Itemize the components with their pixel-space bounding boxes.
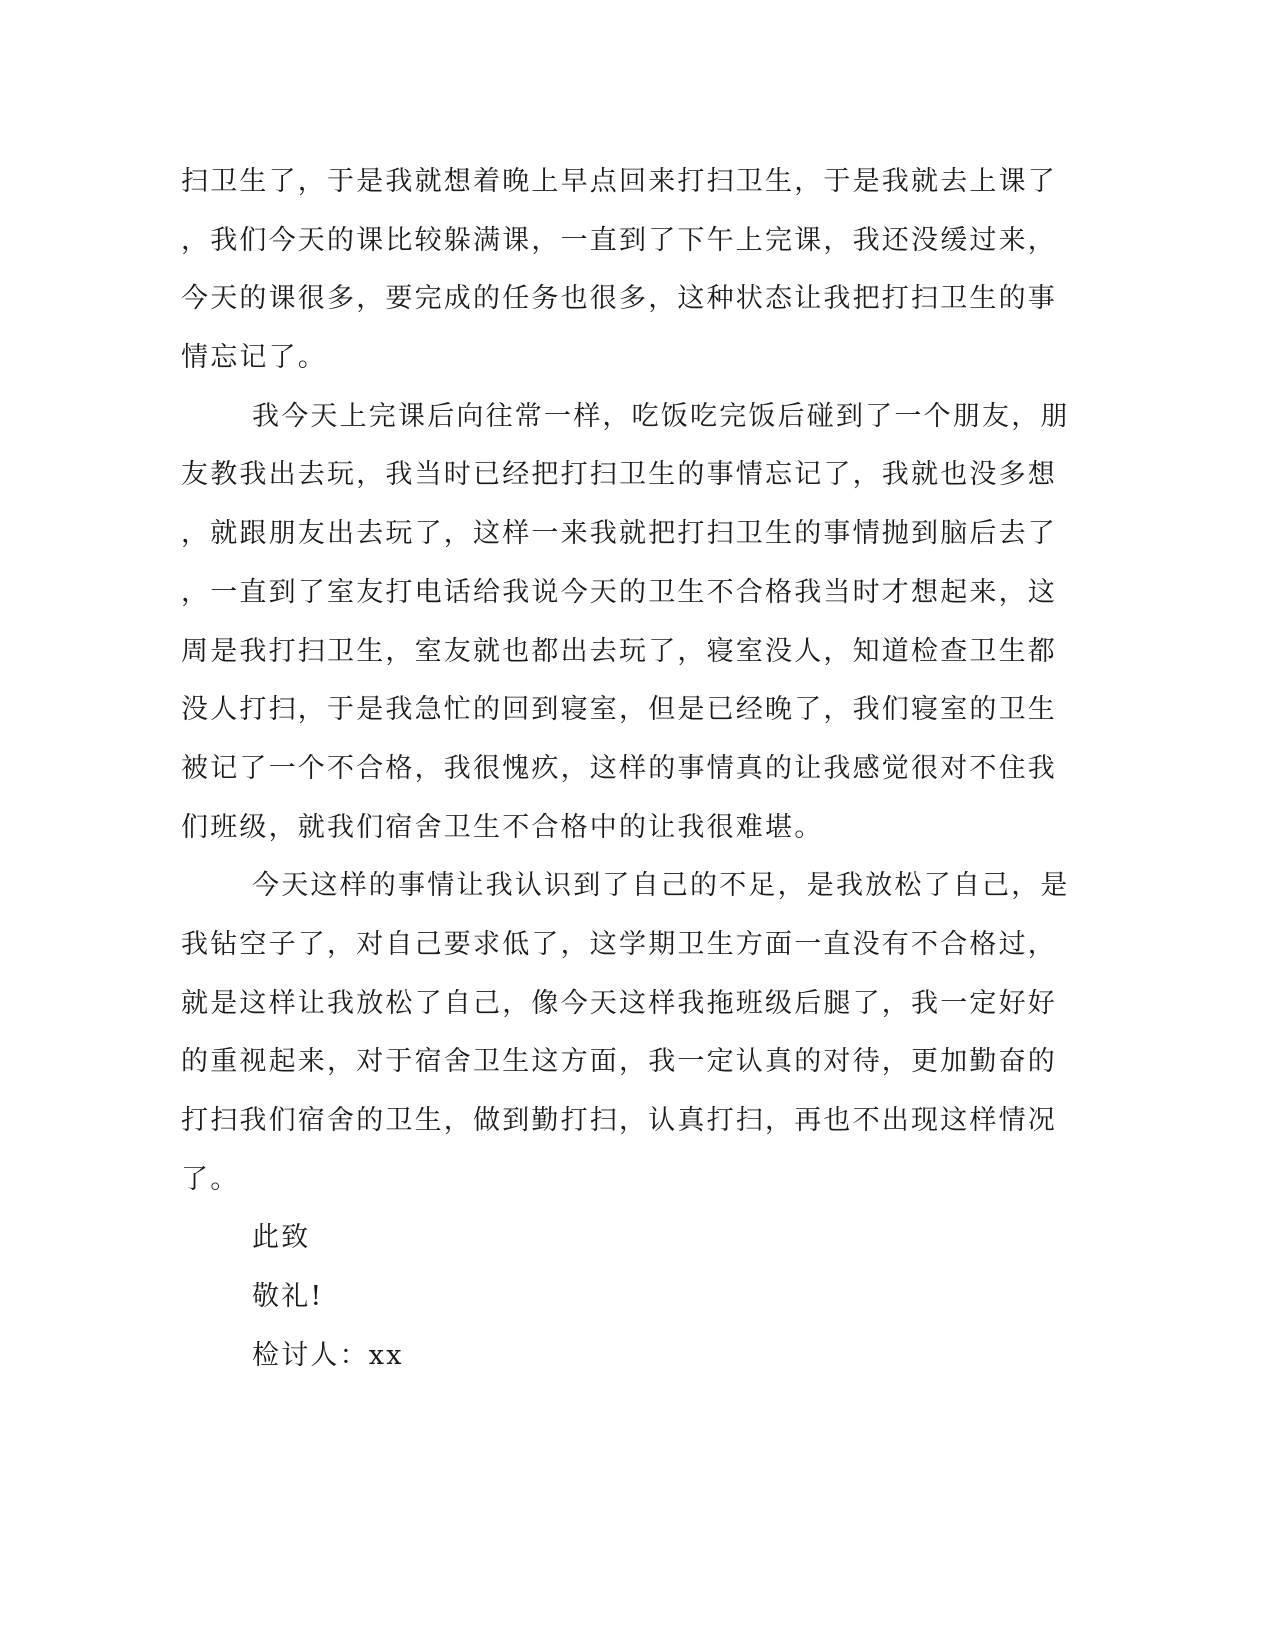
paragraph-3	[181, 866, 1070, 1218]
text-line: 扫卫生了，于是我就想着晚上早点回来打扫卫生，于是我就去上课了	[181, 166, 1057, 197]
text-line: 周是我打扫卫生，室友就也都出去玩了，寝室没人，知道检查卫生都	[181, 635, 1057, 667]
text-line: ，就跟朋友出去玩了，这样一来我就把打扫卫生的事情抛到脑后去了	[181, 518, 1057, 550]
text-line: 了。	[181, 1163, 240, 1195]
signature: 检讨人：xx	[252, 1340, 404, 1372]
text-line: 我今天上完课后向往常一样，吃饭吃完饭后碰到了一个朋友，朋	[252, 400, 1070, 432]
text-line: 今天的课很多，要完成的任务也很多，这种状态让我把打扫卫生的事	[181, 283, 1057, 315]
text-line: 们班级，就我们宿舍卫生不合格中的让我很难堪。	[181, 811, 824, 843]
letter-closing	[181, 1218, 1041, 1395]
text-line: 就是这样让我放松了自己，像今天这样我拖班级后腿了，我一定好好	[181, 987, 1057, 1019]
text-line: 友教我出去玩，我当时已经把打扫卫生的事情忘记了，我就也没多想	[181, 459, 1057, 491]
text-line: 我钻空子了，对自己要求低了，这学期卫生方面一直没有不合格过，	[181, 928, 1057, 960]
text-line: 没人打扫，于是我急忙的回到寝室，但是已经晚了，我们寝室的卫生	[181, 694, 1057, 726]
text-line: ，一直到了室友打电话给我说今天的卫生不合格我当时才想起来，这	[181, 576, 1057, 608]
regards: 敬礼!	[252, 1281, 324, 1313]
text-line: 的重视起来，对于宿舍卫生这方面，我一定认真的对待，更加勤奋的	[181, 1046, 1057, 1078]
paragraph-1	[181, 162, 1057, 397]
text-line: 被记了一个不合格，我很愧疚，这样的事情真的让我感觉很对不住我	[181, 752, 1057, 784]
text-line: 情忘记了。	[181, 342, 327, 374]
salutation: 此致	[252, 1222, 311, 1254]
text-line: 今天这样的事情让我认识到了自己的不足，是我放松了自己，是	[252, 870, 1070, 902]
text-line: 打扫我们宿舍的卫生，做到勤打扫，认真打扫，再也不出现这样情况	[181, 1105, 1057, 1136]
document-body	[181, 162, 1070, 1395]
paragraph-2	[181, 397, 1070, 867]
text-line: ，我们今天的课比较躲满课，一直到了下午上完课，我还没缓过来，	[181, 224, 1057, 256]
